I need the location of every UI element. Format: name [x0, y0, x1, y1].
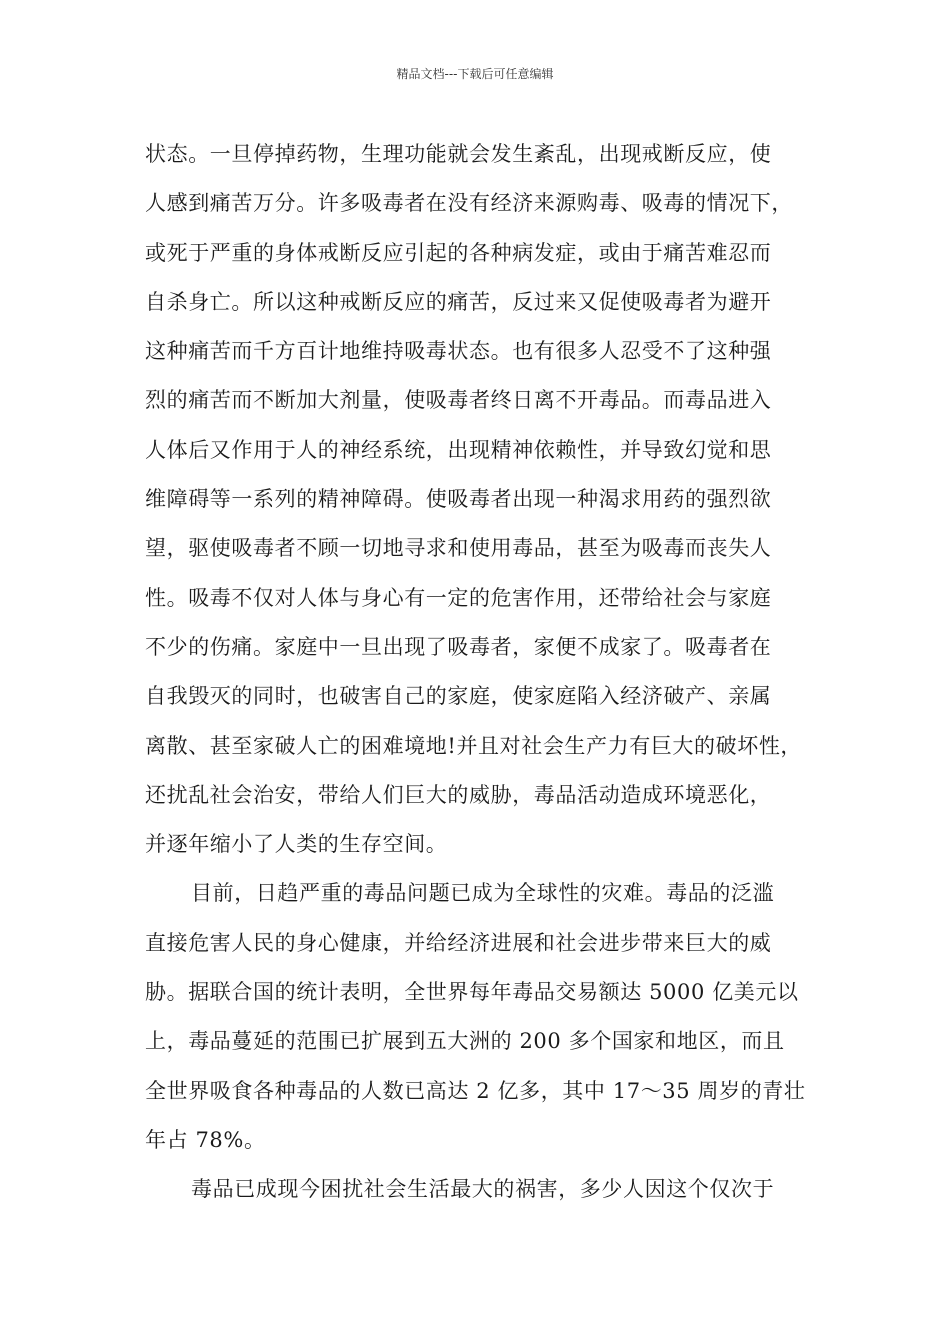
document-body: [145, 130, 805, 1215]
text-line: 毒品已成现今困扰社会生活最大的祸害，多少人因这个仅次于: [191, 1177, 775, 1202]
text-line: 状态。一旦停掉药物，生理功能就会发生紊乱，出现戒断反应，使: [145, 142, 772, 166]
text-line: 年占 78%。: [145, 1127, 266, 1152]
text-line: 或死于严重的身体戒断反应引起的各种病发症，或由于痛苦难忍而: [145, 240, 772, 265]
paragraph-2: [145, 869, 805, 1165]
paragraph-1: [145, 130, 805, 869]
text-line: 自我毁灭的同时，也破害自己的家庭，使家庭陷入经济破产、亲属: [145, 684, 772, 709]
text-line: 人体后又作用于人的神经系统，出现精神依赖性，并导致幻觉和思: [145, 437, 772, 462]
text-line: 维障碍等一系列的精神障碍。使吸毒者出现一种渴求用药的强烈欲: [145, 487, 772, 512]
text-line: 全世界吸食各种毒品的人数已高达 2 亿多，其中 17～35 周岁的青壮: [145, 1078, 806, 1103]
text-line: 还扰乱社会治安，带给人们巨大的威胁，毒品活动造成环境恶化，: [145, 782, 772, 807]
text-line: 目前，日趋严重的毒品问题已成为全球性的灾难。毒品的泛滥: [191, 881, 775, 906]
text-line: 烈的痛苦而不断加大剂量，使吸毒者终日离不开毒品。而毒品进入: [145, 388, 772, 413]
page-header: 精品文档---下载后可任意编辑: [396, 67, 554, 81]
text-line: 上，毒品蔓延的范围已扩展到五大洲的 200 多个国家和地区，而且: [145, 1029, 785, 1054]
text-line: 直接危害人民的身心健康，并给经济进展和社会进步带来巨大的威: [145, 930, 772, 955]
text-line: 离散、甚至家破人亡的困难境地!并且对社会生产力有巨大的破坏性，: [145, 733, 803, 758]
text-line: 自杀身亡。所以这种戒断反应的痛苦，反过来又促使吸毒者为避开: [145, 289, 772, 314]
text-line: 这种痛苦而千方百计地维持吸毒状态。也有很多人忍受不了这种强: [145, 339, 772, 364]
text-line: 胁。据联合国的统计表明，全世界每年毒品交易额达 5000 亿美元以: [145, 980, 799, 1005]
text-line: 不少的伤痛。家庭中一旦出现了吸毒者，家便不成家了。吸毒者在: [145, 634, 772, 659]
text-line: 望，驱使吸毒者不顾一切地寻求和使用毒品，甚至为吸毒而丧失人: [145, 536, 772, 561]
text-line: 并逐年缩小了人类的生存空间。: [145, 832, 448, 857]
paragraph-3: [145, 1165, 805, 1214]
text-line: 人感到痛苦万分。许多吸毒者在没有经济来源购毒、吸毒的情况下，: [145, 191, 793, 216]
text-line: 性。吸毒不仅对人体与身心有一定的危害作用，还带给社会与家庭: [145, 585, 772, 610]
